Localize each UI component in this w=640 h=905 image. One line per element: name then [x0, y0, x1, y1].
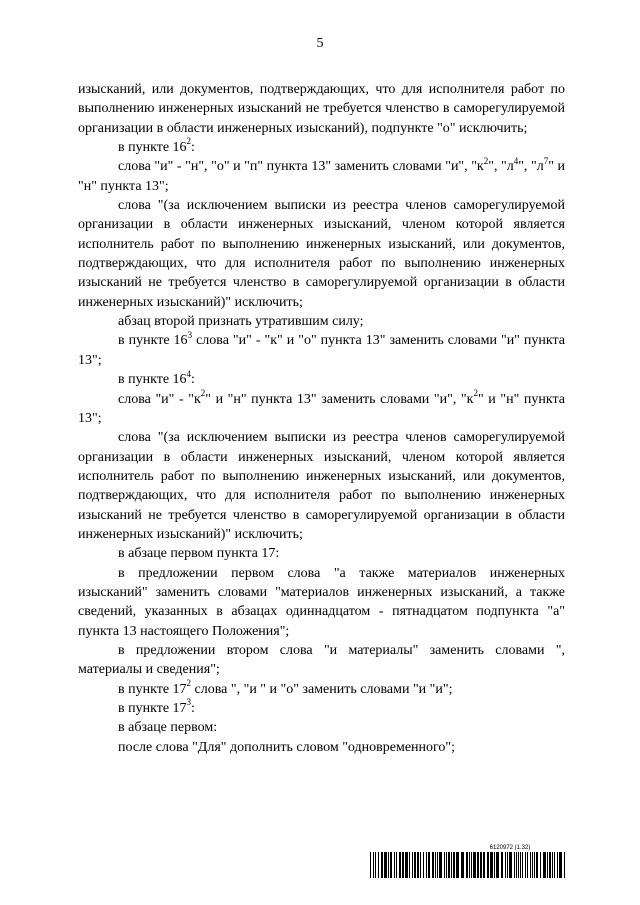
superscript: 7 — [543, 155, 549, 166]
text-run: : — [191, 701, 195, 716]
paragraph — [78, 312, 565, 331]
text-run: в абзаце первом: — [118, 720, 218, 736]
superscript: 3 — [187, 329, 193, 340]
text-run: после слова "Для" дополнить словом "одновременного"; — [118, 739, 456, 755]
document-code: 6120972 (1.32) — [489, 845, 531, 851]
text-run: ", "л — [488, 159, 514, 175]
text-run: слова "и" - "к" и "о" пункта 13" заменить словами "и" пункта 13"; — [78, 333, 566, 368]
paragraph — [78, 196, 565, 312]
superscript: 4 — [186, 368, 192, 379]
text-run: в пункте 16 — [118, 333, 188, 349]
paragraph — [78, 641, 565, 680]
paragraph — [78, 680, 565, 699]
superscript: 2 — [483, 155, 489, 166]
text-run: : — [191, 372, 195, 388]
paragraph — [78, 564, 565, 641]
paragraph — [78, 428, 565, 544]
superscript: 4 — [513, 155, 519, 166]
superscript: 3 — [186, 697, 192, 708]
text-run: слова "и" - "к — [118, 391, 201, 407]
superscript: 2 — [200, 387, 206, 398]
text-run: " и "н" пункта 13"; — [78, 391, 565, 426]
superscript: 2 — [473, 387, 478, 398]
text-run: в предложении первом слова "а также материалов инженерных изысканий" заменить словами "материалов инженерных изысканий, а также сведений, указанных в абзацах одиннадцатом - пятнадцатом подпункта "а" пункта 13 настоящего Положения"; — [78, 565, 565, 639]
text-run: : — [191, 140, 195, 156]
paragraph — [78, 370, 565, 389]
superscript: 2 — [186, 678, 192, 688]
text-run: в пункте 16 — [118, 372, 187, 388]
text-run: слова "и" - "н", "о" и "п" пункта 13" заменить словами "и", "к — [118, 159, 484, 175]
text-run: в предложении втором слова "и материалы" заменить словами ", материалы и сведения"; — [78, 642, 565, 678]
paragraph — [78, 157, 565, 196]
text-run: в пункте 17 — [118, 681, 187, 697]
paragraph — [78, 738, 565, 757]
paragraph — [78, 387, 565, 429]
barcode-icon — [370, 852, 566, 878]
paragraph — [78, 544, 565, 563]
text-run: в пункте 16 — [118, 140, 187, 156]
text-run: ", "л — [518, 159, 544, 175]
body-text — [78, 80, 565, 757]
paragraph — [78, 138, 565, 157]
page-number: 5 — [316, 36, 324, 51]
paragraph — [78, 80, 565, 138]
text-run: " и "н" пункта 13"; — [78, 159, 565, 194]
text-run: " и "н" пункта 13" заменить словами "и", "к — [205, 391, 474, 407]
text-run: в абзаце первом пункта 17: — [118, 546, 280, 562]
text-run: в пункте 17 — [118, 701, 187, 716]
text-run: изысканий, или документов, подтверждающих, что для исполнителя работ по выполнению инженерных изысканий не требуется членство в саморегулируемой организации в области инженерных изысканий), подпункте "о" исключить; — [78, 82, 565, 136]
text-run: абзац второй признать утратившим силу; — [118, 314, 364, 330]
text-run: слова "(за исключением выписки из реестра членов саморегулируемой организации в области инженерных изысканий, членом которой является исполнитель работ по выполнению инженерных изысканий, или документов, подтверждающих, что для исполнителя работ по выполнению инженерных изысканий не требуется членство в саморегулируемой организации в области инженерных изысканий)" исключить; — [78, 198, 565, 310]
text-run: слова ", "и " и "о" заменить словами "и "и"; — [191, 681, 453, 697]
paragraph — [78, 699, 565, 718]
text-run: слова "(за исключением выписки из реестра членов саморегулируемой организации в области инженерных изысканий, членом которой является исполнитель работ по выполнению инженерных изысканий, или документов, подтверждающих, что для исполнителя работ по выполнению инженерных изысканий не требуется членство в саморегулируемой организации в области инженерных изысканий)" исключить; — [78, 430, 565, 542]
paragraph — [78, 331, 565, 370]
paragraph — [78, 718, 565, 737]
superscript: 2 — [186, 136, 192, 147]
